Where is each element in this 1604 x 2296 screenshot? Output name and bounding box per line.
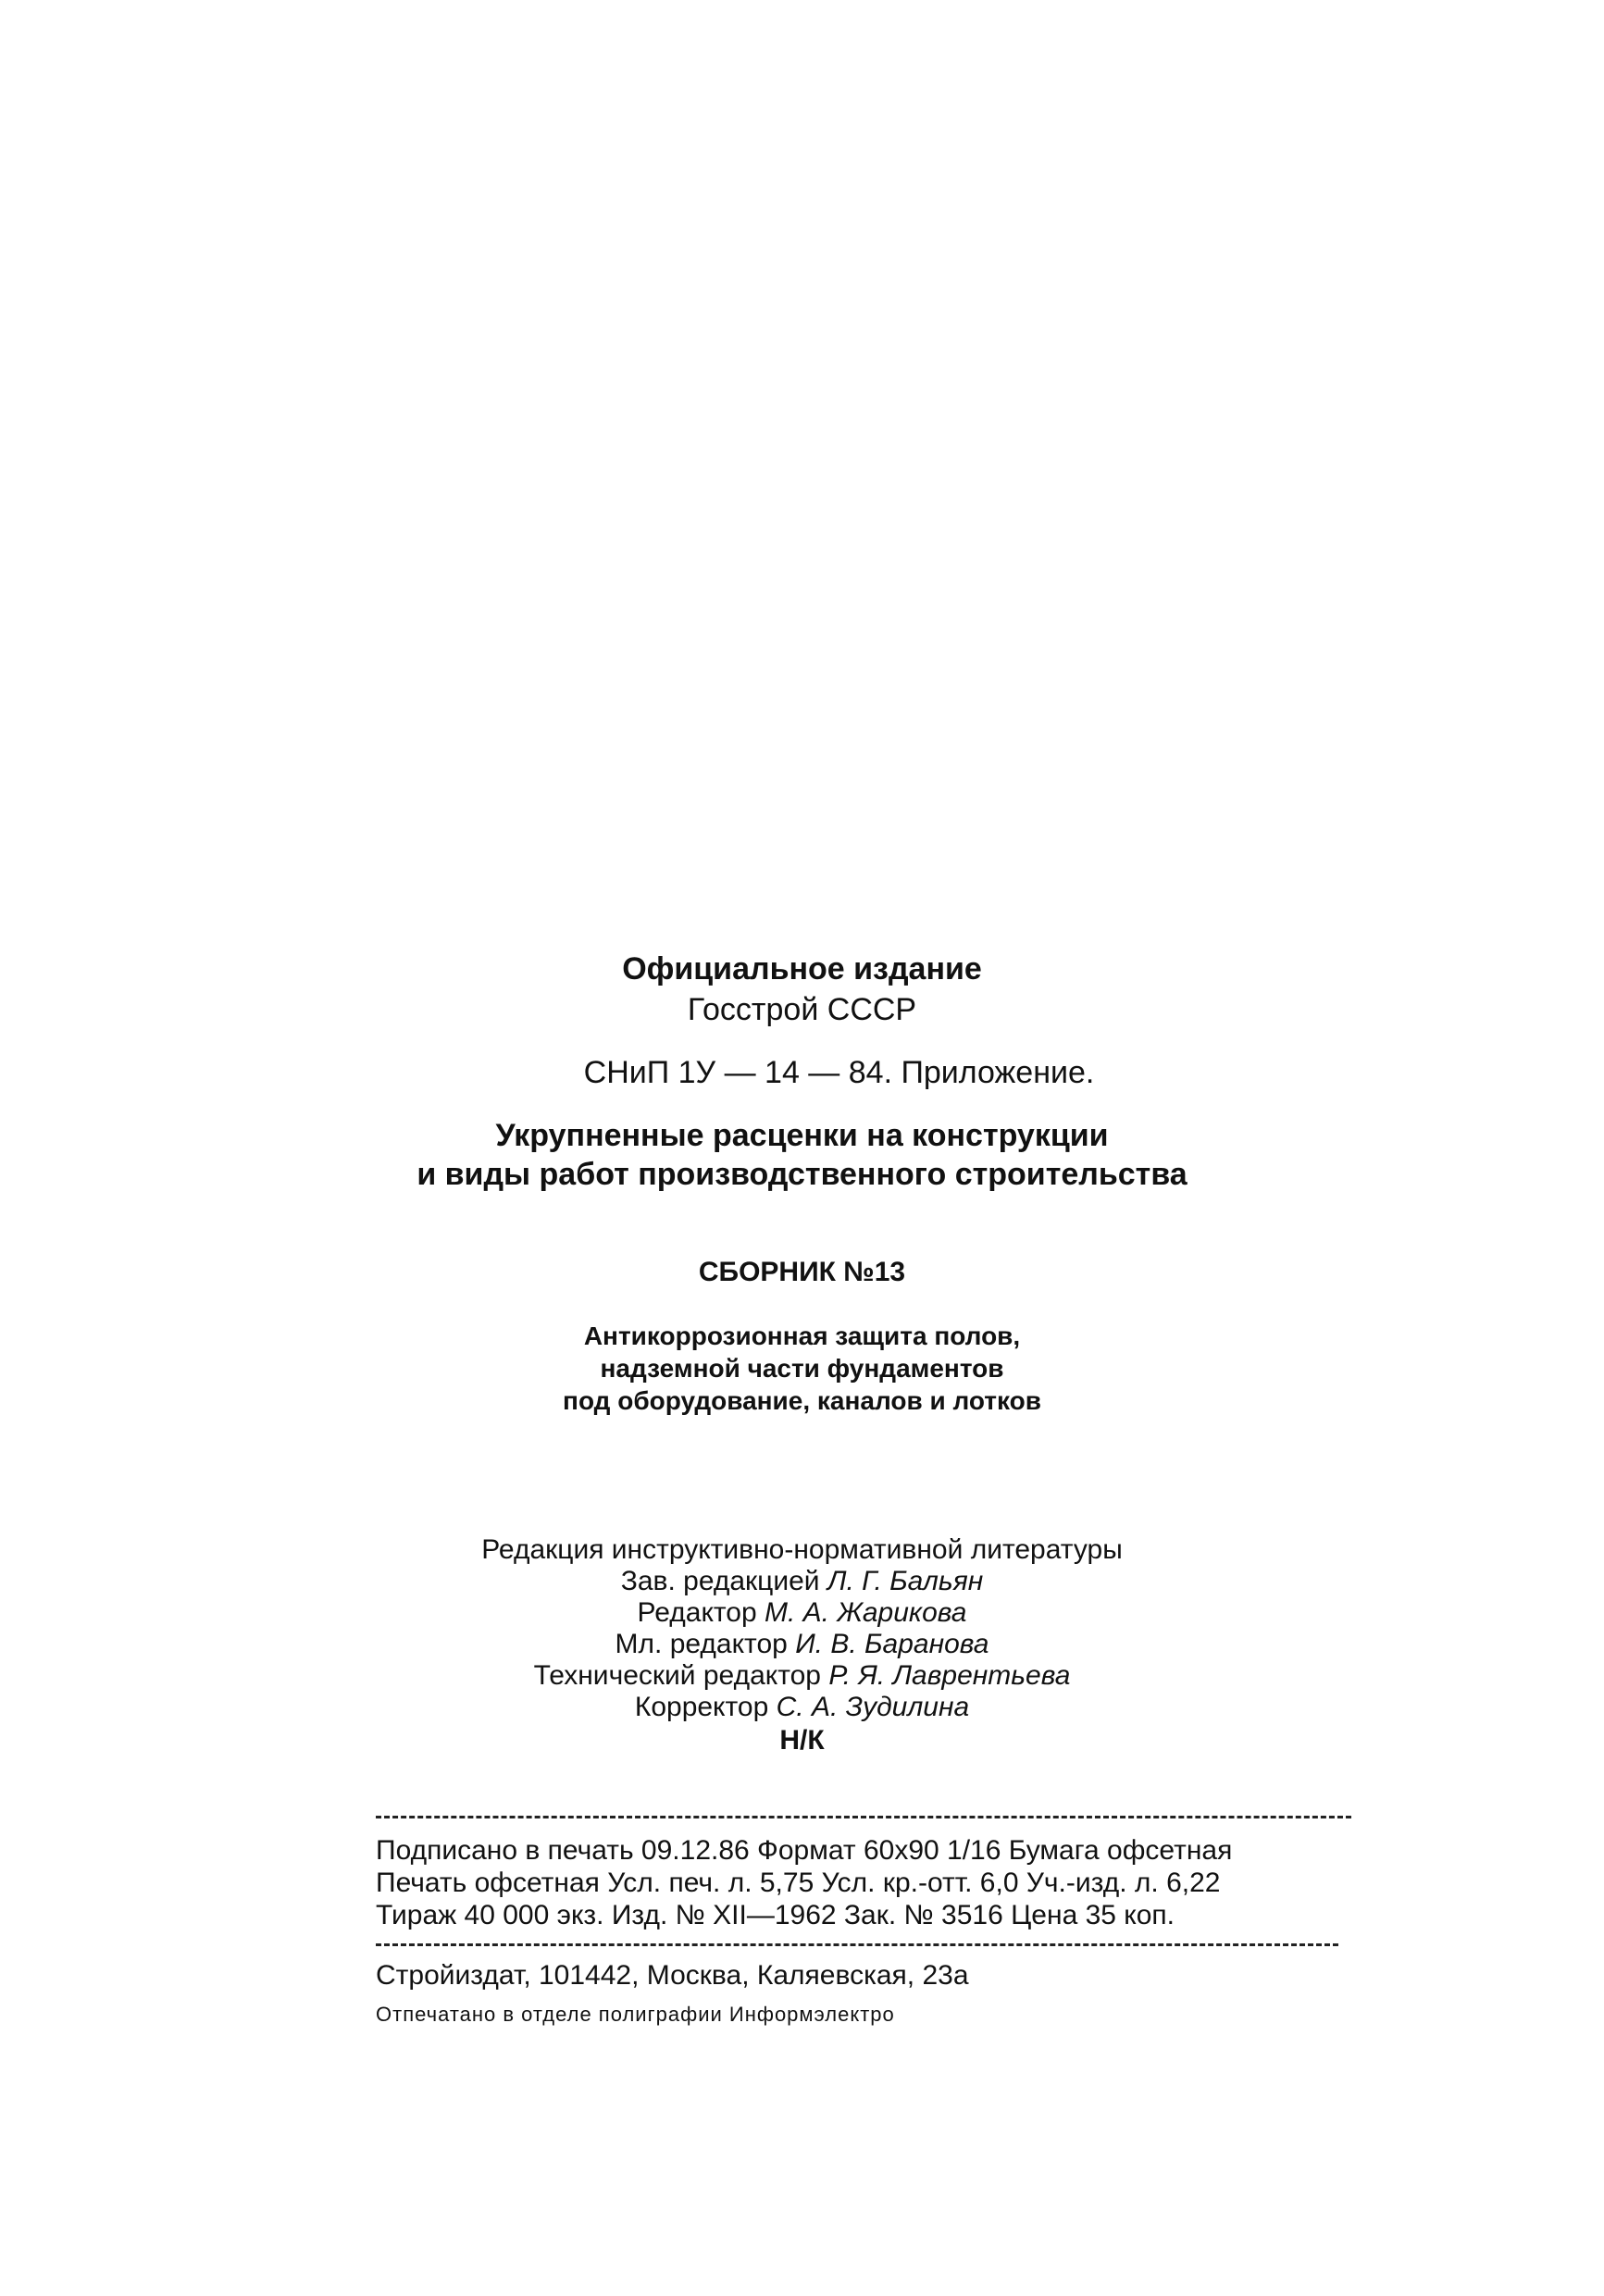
collection-subtitle-1: Антикоррозионная защита полов, xyxy=(583,1322,1021,1350)
printed-by: Отпечатано в отделе полиграфии Информэлектро xyxy=(376,2003,895,2026)
technical-editor-name: Р. Я. Лаврентьева xyxy=(828,1660,1071,1691)
imprint-line-3: Тираж 40 000 экз. Изд. № XII—1962 Зак. № 3516 Цена 35 коп. xyxy=(376,1900,1175,1930)
junior-editor-label: Мл. редактор xyxy=(615,1629,788,1659)
proofreader-label: Корректор xyxy=(634,1692,769,1722)
proofreader-name: С. А. Зудилина xyxy=(776,1692,970,1722)
editor-label: Редактор xyxy=(637,1597,757,1628)
agency: Госстрой СССР xyxy=(687,992,917,1027)
editorial-head-name: Л. Г. Бальян xyxy=(827,1566,984,1596)
collection-subtitle-3: под оборудование, каналов и лотков xyxy=(563,1386,1041,1415)
junior-editor-name: И. В. Баранова xyxy=(795,1629,989,1659)
editorial-head xyxy=(0,1568,1604,1595)
editorial-head-label: Зав. редакцией xyxy=(620,1566,820,1596)
title-line-1: Укрупненные расценки на конструкции xyxy=(495,1118,1109,1153)
junior-editor xyxy=(0,1631,1604,1658)
proofreader xyxy=(0,1694,1604,1721)
imprint-line-1: Подписано в печать 09.12.86 Формат 60х90 1/16 Бумага офсетная xyxy=(376,1835,1233,1866)
technical-editor-label: Технический редактор xyxy=(533,1660,821,1691)
title-line-2: и виды работ производственного строительства xyxy=(417,1157,1187,1192)
editorial-department: Редакция инструктивно-нормативной литературы xyxy=(481,1534,1123,1565)
dashed-rule-top xyxy=(376,1816,1351,1818)
official-edition: Официальное издание xyxy=(622,951,982,987)
dashed-rule-bottom xyxy=(376,1943,1338,1946)
collection-subtitle-2: надземной части фундаментов xyxy=(600,1354,1004,1383)
document-code: СНиП 1У — 14 — 84. Приложение. xyxy=(583,1055,1095,1090)
nk-mark: Н/К xyxy=(779,1725,825,1756)
collection-number: СБОРНИК №13 xyxy=(698,1257,906,1287)
publisher-address: Стройиздат, 101442, Москва, Каляевская, 23а xyxy=(376,1960,969,1991)
editor xyxy=(0,1599,1604,1627)
technical-editor xyxy=(0,1662,1604,1690)
editor-name: М. А. Жарикова xyxy=(765,1597,967,1628)
imprint-line-2: Печать офсетная Усл. печ. л. 5,75 Усл. кр.-отт. 6,0 Уч.-изд. л. 6,22 xyxy=(376,1868,1221,1898)
